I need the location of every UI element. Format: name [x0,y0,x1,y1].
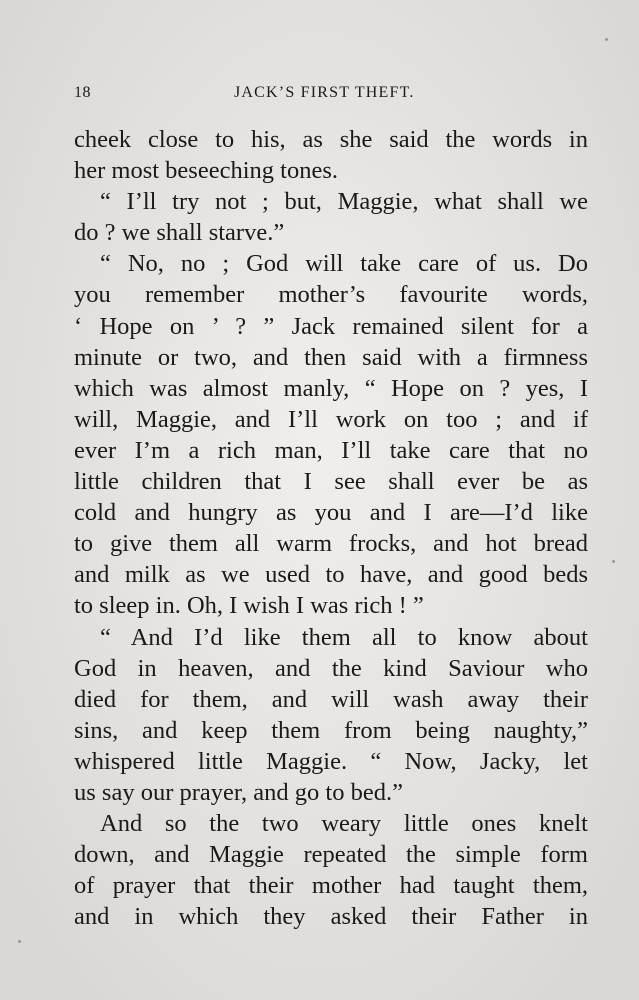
text-line: “ No, no ; God will take care of us. Do [100,250,588,278]
text-line: ‘ Hope on ’ ? ” Jack remained silent for a [74,312,588,340]
text-line: died for them, and will wash away their [74,685,588,713]
text-line: will, Maggie, and I’ll work on too ; and if [74,405,588,433]
text-line: “ I’ll try not ; but, Maggie, what shall we [100,188,588,216]
page-header [74,84,594,108]
text-line: you remember mother’s favourite words, [74,281,588,309]
text-line: which was almost manly, “ Hope on ? yes, I [74,374,588,402]
text-line: ever I’m a rich man, I’ll take care that no [74,436,588,464]
text-line: and milk as we used to have, and good beds [74,561,588,589]
text-line: cold and hungry as you and I are—I’d like [74,499,588,527]
text-line: God in heaven, and the kind Saviour who [74,654,588,682]
text-line: and in which they asked their Father in [74,903,588,931]
text-line: do ? we shall starve.” [74,219,285,247]
text-line: down, and Maggie repeated the simple form [74,841,588,869]
text-line: her most beseeching tones. [74,157,338,185]
text-line: to give them all warm frocks, and hot bread [74,530,588,558]
text-line: minute or two, and then said with a firmness [74,343,588,371]
paper-speck [612,560,615,563]
text-line: of prayer that their mother had taught them, [74,872,588,900]
text-line: to sleep in. Oh, I wish I was rich ! ” [74,592,424,620]
text-line: cheek close to his, as she said the words in [74,126,588,153]
page-number: 18 [74,84,91,101]
text-line: sins, and keep them from being naughty,” [74,716,588,744]
running-title: JACK’S FIRST THEFT. [234,84,415,101]
body-text [74,124,588,932]
paper-speck [605,38,608,41]
text-line: whispered little Maggie. “ Now, Jacky, let [74,747,588,775]
paper-speck [18,940,21,943]
text-line: And so the two weary little ones knelt [100,810,588,838]
text-line: us say our prayer, and go to bed.” [74,778,403,806]
text-line: little children that I see shall ever be as [74,468,588,496]
text-line: “ And I’d like them all to know about [100,623,588,651]
